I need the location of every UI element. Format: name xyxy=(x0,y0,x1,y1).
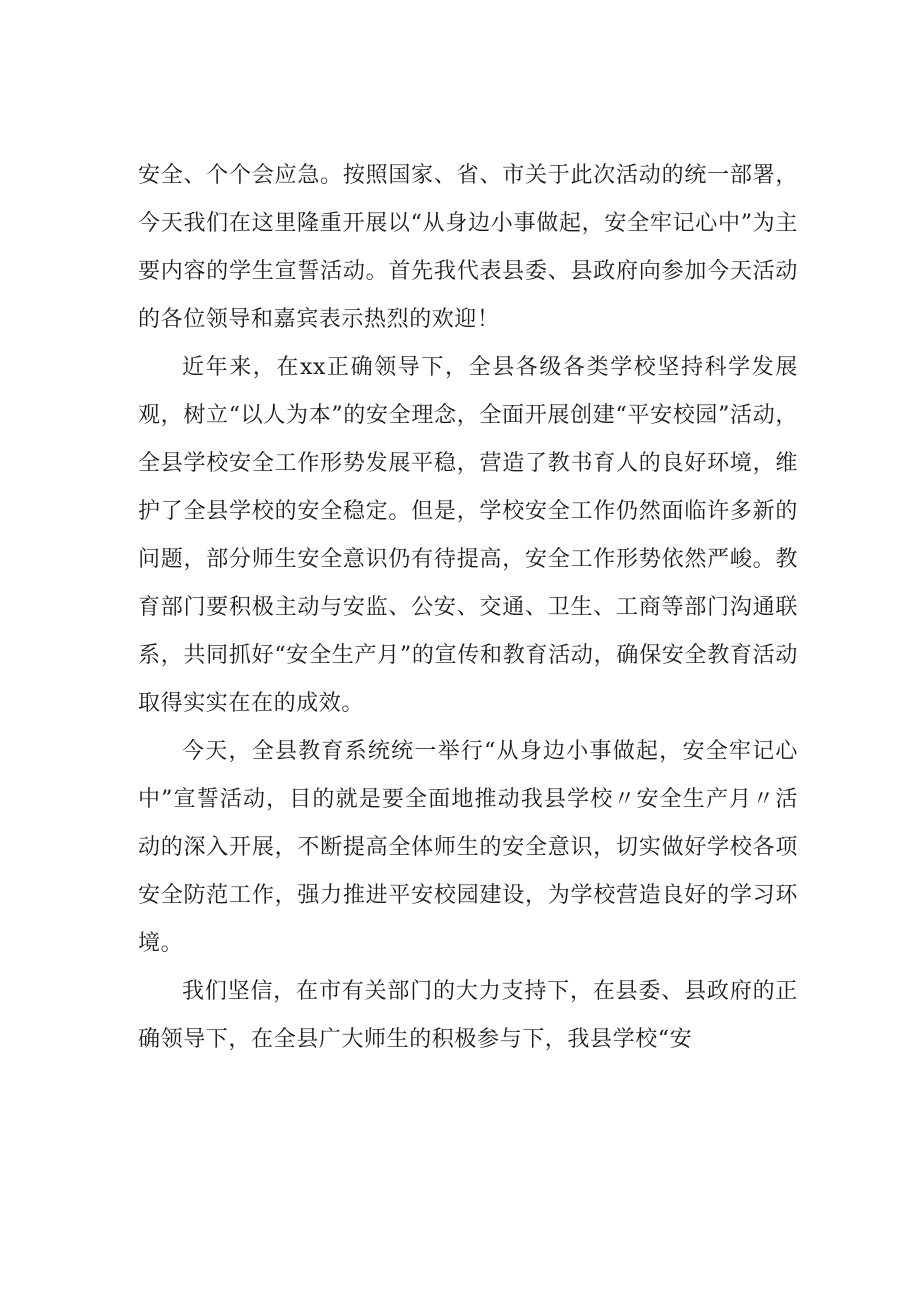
paragraph-we-believe: 我们坚信，在市有关部门的大力支持下，在县委、县政府的正确领导下，在全县广大师生的积极参与下，我县学校“安 xyxy=(138,979,798,1052)
paragraph-today: 今天，全县教育系统统一举行“从身边小事做起，安全牢记心中”宣誓活动，目的就是要全面地推动我县学校〃安全生产月〃活动的深入开展，不断提高全体师生的安全意识，切实做好学校各项安全防范工作，强力推进平安校园建设，为学校营造良好的学习环境。 xyxy=(138,739,798,956)
paragraph-recent-years: 近年来，在xx正确领导下，全县各级各类学校坚持科学发展观，树立“以人为本”的安全理念，全面开展创建“平安校园”活动，全县学校安全工作形势发展平稳，营造了教书育人的良好环境，维护了全县学校的安全稳定。但是，学校安全工作仍然面临许多新的问题，部分师生安全意识仍有待提高，安全工作形势依然严峻。教育部门要积极主动与安监、公安、交通、卫生、工商等部门沟通联系，共同抓好“安全生产月”的宣传和教育活动，确保安全教育活动取得实实在在的成效。 xyxy=(138,355,798,716)
paragraph-continuation: 安全、个个会应急。按照国家、省、市关于此次活动的统一部署，今天我们在这里隆重开展以“从身边小事做起，安全牢记心中”为主要内容的学生宣誓活动。首先我代表县委、县政府向参加今天活动的各位领导和嘉宾表示热烈的欢迎！ xyxy=(138,163,798,332)
document-body xyxy=(138,152,798,1064)
